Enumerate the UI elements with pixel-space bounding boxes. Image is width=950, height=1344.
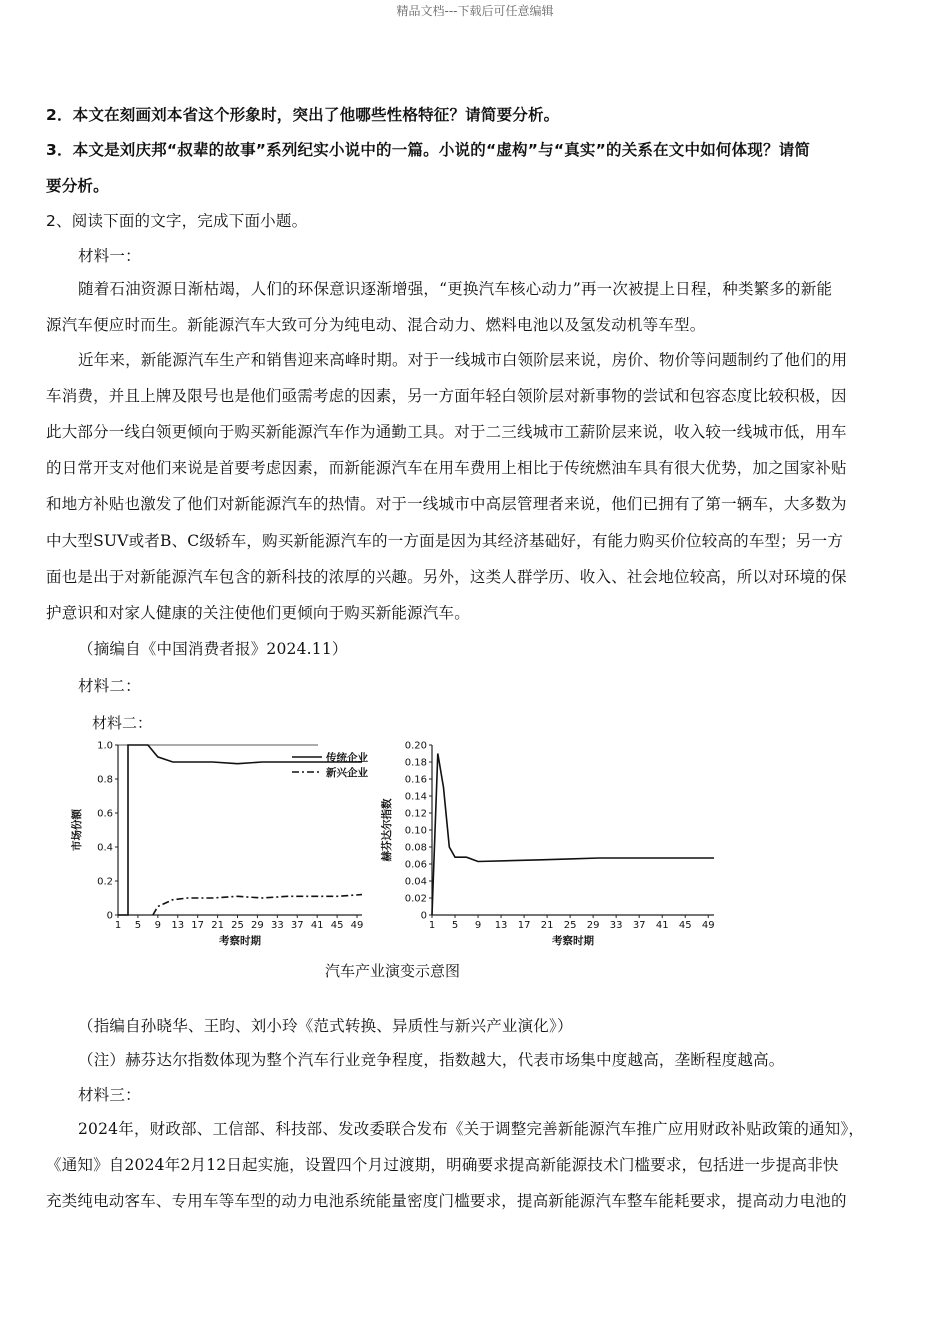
x-tick-label: 13 <box>171 920 185 931</box>
legend-label: 新兴企业 <box>326 767 368 779</box>
figure-caption: 汽车产业演变示意图 <box>325 962 461 980</box>
question-3-cont: 要分析。 <box>46 177 109 195</box>
x-tick-label: 45 <box>678 920 692 931</box>
series-line-2 <box>153 895 362 915</box>
x-tick-label: 17 <box>517 920 531 931</box>
x-tick-label: 29 <box>586 920 600 931</box>
x-tick-label: 13 <box>494 920 508 931</box>
y-tick-label: 0.4 <box>97 842 113 854</box>
x-tick-label: 49 <box>701 920 715 931</box>
y-tick-label: 0.8 <box>97 774 113 786</box>
x-tick-label: 33 <box>270 920 284 931</box>
x-tick-label: 5 <box>134 920 142 931</box>
series-line-1 <box>432 754 714 916</box>
x-tick-label: 9 <box>474 920 482 931</box>
paragraph-line: 车消费，并且上牌及限号也是他们亟需考虑的因素，另一方面年轻白领阶层对新事物的尝试和包容态度比较积极，因 <box>46 387 847 405</box>
material-1-label: 材料一： <box>78 247 141 265</box>
y-tick-label: 0.10 <box>404 825 427 837</box>
paragraph-line: 源汽车便应时而生。新能源汽车大致可分为纯电动、混合动力、燃料电池以及氢发动机等车型。 <box>46 316 706 334</box>
figure-source: （指编自孙晓华、王昀、刘小玲《范式转换、异质性与新兴产业演化》） <box>78 1017 573 1035</box>
y-tick-label: 0.08 <box>404 842 427 854</box>
x-tick-label: 5 <box>451 920 459 931</box>
paragraph-line: 充类纯电动客车、专用车等车型的动力电池系统能量密度门槛要求，提高新能源汽车整车能耗要求，提高动力电池的 <box>46 1192 847 1210</box>
y-tick-label: 0 <box>106 910 113 922</box>
paragraph-line: 的日常开支对他们来说是首要考虑因素，而新能源汽车在用车费用上相比于传统燃油车具有很大优势，加之国家补贴 <box>46 459 847 477</box>
paragraph-line: 随着石油资源日渐枯竭，人们的环保意识逐渐增强，“更换汽车核心动力”再一次被提上日程，种类繁多的新能 <box>78 280 833 298</box>
y-axis-label: 赫芬达尔指数 <box>381 798 393 862</box>
x-tick-label: 37 <box>632 920 646 931</box>
x-tick-label: 37 <box>290 920 304 931</box>
x-tick-label: 41 <box>655 920 669 931</box>
y-tick-label: 0.18 <box>404 757 427 769</box>
material-3-label: 材料三： <box>78 1086 141 1104</box>
paragraph-line: 《通知》自2024年2月12日起实施，设置四个月过渡期，明确要求提高新能源技术门槛要求，包括进一步提高非快 <box>46 1156 839 1174</box>
legend-label: 传统企业 <box>326 752 368 764</box>
y-tick-label: 0.12 <box>404 808 427 820</box>
y-tick-label: 0.06 <box>404 859 427 871</box>
y-tick-label: 0.2 <box>97 876 113 888</box>
x-axis-label: 考察时期 <box>552 935 594 947</box>
x-tick-label: 1 <box>428 920 436 931</box>
y-axis-label: 市场份额 <box>71 809 83 851</box>
paragraph-line: 面也是出于对新能源汽车包含的新科技的浓厚的兴趣。另外，这类人群学历、收入、社会地位较高，所以对环境的保 <box>46 568 847 586</box>
y-tick-label: 0.20 <box>404 740 427 752</box>
x-tick-label: 29 <box>251 920 264 931</box>
x-tick-label: 49 <box>350 920 364 931</box>
y-tick-label: 0.14 <box>404 791 427 803</box>
paragraph-line: 和地方补贴也激发了他们对新能源汽车的热情。对于一线城市中高层管理者来说，他们已拥有了第一辆车，大多数为 <box>46 495 847 513</box>
paragraph-line: 护意识和对家人健康的关注使他们更倾向于购买新能源汽车。 <box>46 604 470 622</box>
x-tick-label: 9 <box>154 920 162 931</box>
question-2: 2．本文在刻画刘本省这个形象时，突出了他哪些性格特征？请简要分析。 <box>46 106 560 124</box>
x-tick-label: 41 <box>310 920 324 931</box>
y-tick-label: 0.02 <box>404 893 427 905</box>
x-tick-label: 25 <box>231 920 244 931</box>
paragraph-line: 此大部分一线白领更倾向于购买新能源汽车作为通勤工具。对于二三线城市工薪阶层来说，收入较一线城市低，用车 <box>46 423 847 441</box>
figure-charts <box>60 735 740 955</box>
x-tick-label: 25 <box>563 920 577 931</box>
x-tick-label: 33 <box>609 920 623 931</box>
figure-note: （注）赫芬达尔指数体现为整个汽车行业竞争程度，指数越大，代表市场集中度越高，垄断程度越高。 <box>78 1051 785 1069</box>
x-tick-label: 1 <box>114 920 122 931</box>
figure-label: 材料二： <box>92 714 153 732</box>
paragraph-line: 近年来，新能源汽车生产和销售迎来高峰时期。对于一线城市白领阶层来说，房价、物价等问题制约了他们的用 <box>78 351 848 369</box>
page-header: 精品文档---下载后可任意编辑 <box>396 4 554 18</box>
x-tick-label: 45 <box>330 920 344 931</box>
x-tick-label: 17 <box>191 920 205 931</box>
x-tick-label: 21 <box>211 920 224 931</box>
y-tick-label: 0.6 <box>97 808 113 820</box>
x-axis-label: 考察时期 <box>219 935 261 947</box>
y-tick-label: 0 <box>420 910 427 922</box>
question-3: 3．本文是刘庆邦“叔辈的故事”系列纪实小说中的一篇。小说的“虚构”与“真实”的关系在文中如何体现？请简 <box>46 141 811 159</box>
y-tick-label: 0.04 <box>404 876 427 888</box>
paragraph-line: 中大型SUV或者B、C级轿车，购买新能源汽车的一方面是因为其经济基础好，有能力购买价位较高的车型；另一方 <box>46 532 844 550</box>
paragraph-line: 2024年，财政部、工信部、科技部、发改委联合发布《关于调整完善新能源汽车推广应用财政补贴政策的通知》， <box>78 1120 865 1138</box>
y-tick-label: 1.0 <box>97 740 113 752</box>
y-tick-label: 0.16 <box>404 774 427 786</box>
section-intro: 2、阅读下面的文字，完成下面小题。 <box>46 212 308 230</box>
source-note: （摘编自《中国消费者报》2024.11） <box>78 640 348 658</box>
x-tick-label: 21 <box>540 920 554 931</box>
material-2-label: 材料二： <box>78 677 141 695</box>
